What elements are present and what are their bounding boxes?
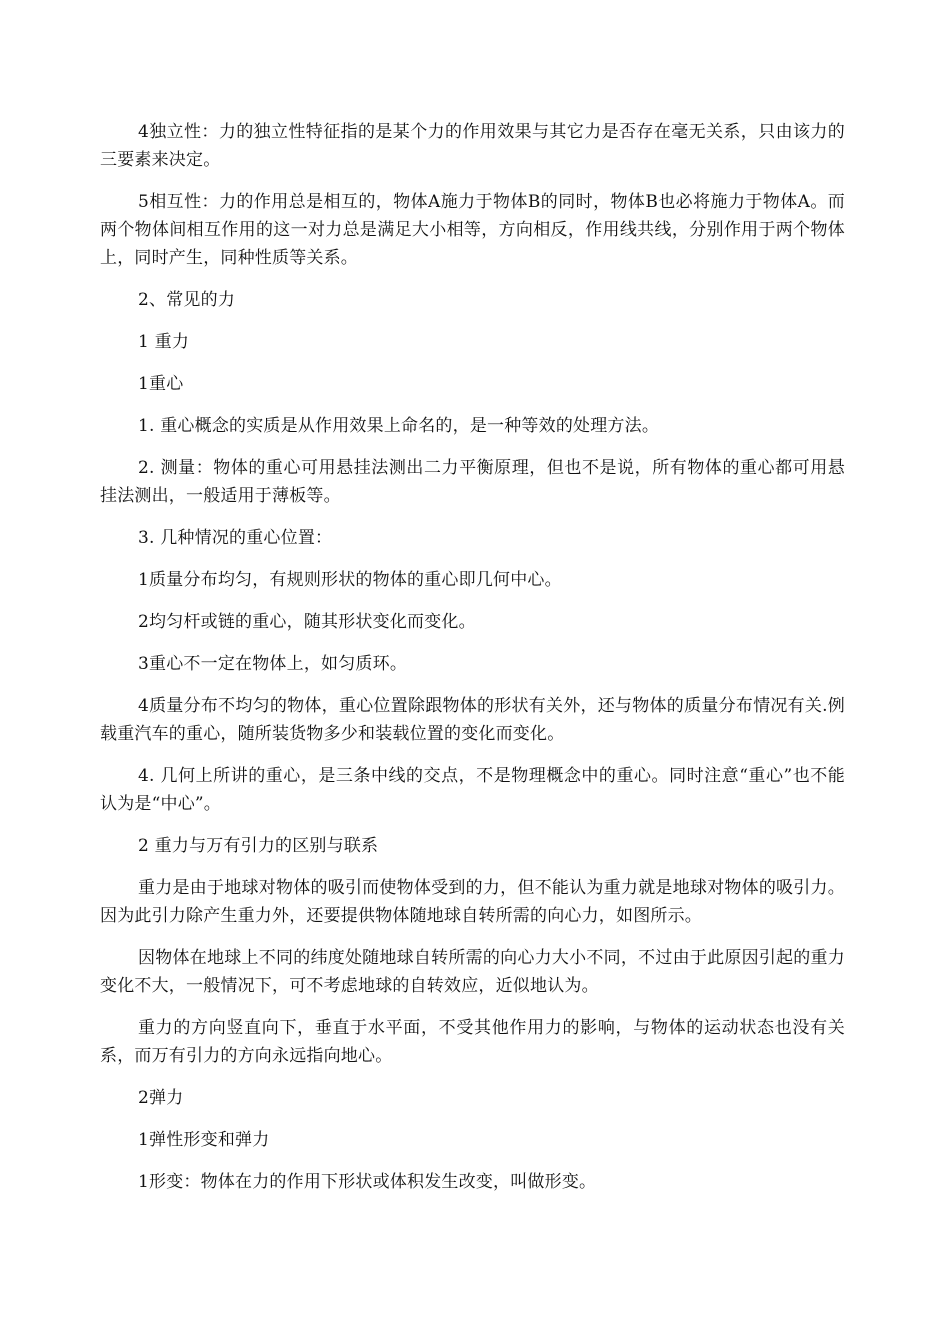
- paragraph-latitude-effect: 因物体在地球上不同的纬度处随地球自转所需的向心力大小不同，不过由于此原因引起的重力变化不大，一般情况下，可不考虑地球的自转效应，近似地认为。: [100, 948, 845, 996]
- paragraph-gravity-direction: 重力的方向竖直向下，垂直于水平面，不受其他作用力的影响，与物体的运动状态也没有关系，而万有引力的方向永远指向地心。: [100, 1018, 845, 1066]
- paragraph-mutuality: 5相互性：力的作用总是相互的，物体A施力于物体B的同时，物体B也必将施力于物体A。而两个物体间相互作用的这一对力总是满足大小相等，方向相反，作用线共线，分别作用于两个物体上，同时产生，同种性质等关系。: [100, 192, 845, 268]
- paragraph-geometric-center: 4. 几何上所讲的重心，是三条中线的交点，不是物理概念中的重心。同时注意“重心”也不能认为是“中心”。: [100, 766, 845, 814]
- list-item-uniform-mass: 1质量分布均匀，有规则形状的物体的重心即几何中心。: [138, 570, 562, 590]
- heading-gravity: 1 重力: [138, 332, 190, 352]
- paragraph-deformation-definition: 1形变：物体在力的作用下形状或体积发生改变，叫做形变。: [138, 1172, 597, 1192]
- heading-gravity-vs-universal: 2 重力与万有引力的区别与联系: [138, 836, 379, 856]
- paragraph-cog-measurement: 2. 测量：物体的重心可用悬挂法测出二力平衡原理，但也不是说，所有物体的重心都可用悬挂法测出，一般适用于薄板等。: [100, 458, 845, 506]
- heading-elastic-force: 2弹力: [138, 1088, 184, 1108]
- list-item-ring: 3重心不一定在物体上，如匀质环。: [138, 654, 408, 674]
- paragraph-gravity-definition: 重力是由于地球对物体的吸引而使物体受到的力，但不能认为重力就是地球对物体的吸引力。因为此引力除产生重力外，还要提供物体随地球自转所需的向心力，如图所示。: [100, 878, 845, 926]
- paragraph-cog-positions: 3. 几种情况的重心位置：: [138, 528, 333, 548]
- document-body: [100, 118, 845, 1210]
- heading-common-forces: 2、常见的力: [138, 290, 236, 310]
- list-item-nonuniform-mass: 4质量分布不均匀的物体，重心位置除跟物体的形状有关外，还与物体的质量分布情况有关.例载重汽车的重心，随所装货物多少和装载位置的变化而变化。: [100, 696, 845, 744]
- heading-center-of-gravity: 1重心: [138, 374, 184, 394]
- paragraph-independence: 4独立性：力的独立性特征指的是某个力的作用效果与其它力是否存在毫无关系，只由该力的三要素来决定。: [100, 122, 845, 170]
- paragraph-cog-concept: 1. 重心概念的实质是从作用效果上命名的，是一种等效的处理方法。: [138, 416, 660, 436]
- list-item-rod-chain: 2均匀杆或链的重心，随其形状变化而变化。: [138, 612, 476, 632]
- heading-elastic-deformation: 1弹性形变和弹力: [138, 1130, 270, 1150]
